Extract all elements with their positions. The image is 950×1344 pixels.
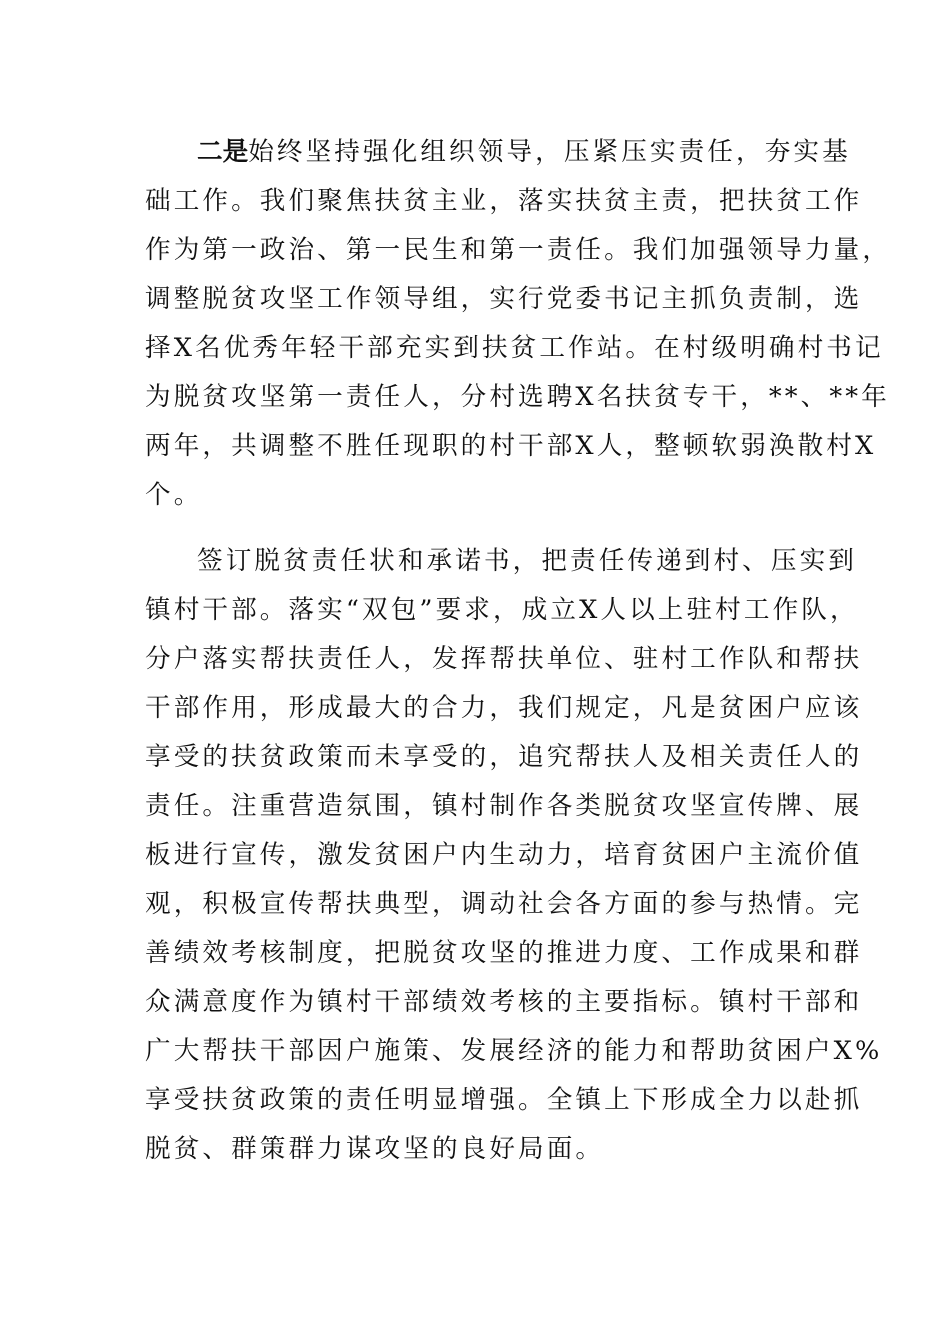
- paragraph-line: 择X名优秀年轻干部充实到扶贫工作站。在村级明确村书记: [145, 333, 884, 363]
- paragraph-line: 众满意度作为镇村干部绩效考核的主要指标。镇村干部和: [145, 987, 863, 1017]
- paragraph-line: 镇村干部。落实“双包”要求，成立X人以上驻村工作队，: [145, 595, 859, 625]
- paragraph-line: 责任。注重营造氛围，镇村制作各类脱贫攻坚宣传牌、展: [145, 791, 863, 821]
- paragraph-line: 分户落实帮扶责任人，发挥帮扶单位、驻村工作队和帮扶: [145, 644, 863, 674]
- paragraph-line-text: 始终坚持强化组织领导，压紧压实责任，夯实基: [248, 137, 851, 167]
- paragraph-line: 签订脱贫责任状和承诺书，把责任传递到村、压实到: [197, 546, 857, 576]
- paragraph-line: 作为第一政治、第一民生和第一责任。我们加强领导力量，: [145, 235, 892, 265]
- paragraph-line: 板进行宣传，激发贫困户内生动力，培育贫困户主流价值: [145, 840, 863, 870]
- paragraph-line: [197, 136, 851, 168]
- paragraph-line: 干部作用，形成最大的合力，我们规定，凡是贫困户应该: [145, 693, 863, 723]
- paragraph-line: 为脱贫攻坚第一责任人，分村选聘X名扶贫专干，**、**年: [145, 382, 890, 412]
- paragraph-line: 脱贫、群策群力谋攻坚的良好局面。: [145, 1134, 605, 1164]
- paragraph-line: 调整脱贫攻坚工作领导组，实行党委书记主抓负责制，选: [145, 284, 863, 314]
- paragraph-line: 两年，共调整不胜任现职的村干部X人，整顿软弱涣散村X: [145, 431, 877, 461]
- paragraph-line: 享受扶贫政策的责任明显增强。全镇上下形成全力以赴抓: [145, 1085, 863, 1115]
- paragraph-lead: 二是: [197, 137, 249, 167]
- paragraph-line: 广大帮扶干部因户施策、发展经济的能力和帮助贫困户X%: [145, 1036, 883, 1066]
- paragraph-line: 个。: [145, 480, 203, 510]
- paragraph-line: 善绩效考核制度，把脱贫攻坚的推进力度、工作成果和群: [145, 938, 863, 968]
- paragraph-line: 础工作。我们聚焦扶贫主业，落实扶贫主责，把扶贫工作: [145, 186, 863, 216]
- paragraph-line: 享受的扶贫政策而未享受的，追究帮扶人及相关责任人的: [145, 742, 863, 772]
- paragraph-line: 观，积极宣传帮扶典型，调动社会各方面的参与热情。完: [145, 889, 863, 919]
